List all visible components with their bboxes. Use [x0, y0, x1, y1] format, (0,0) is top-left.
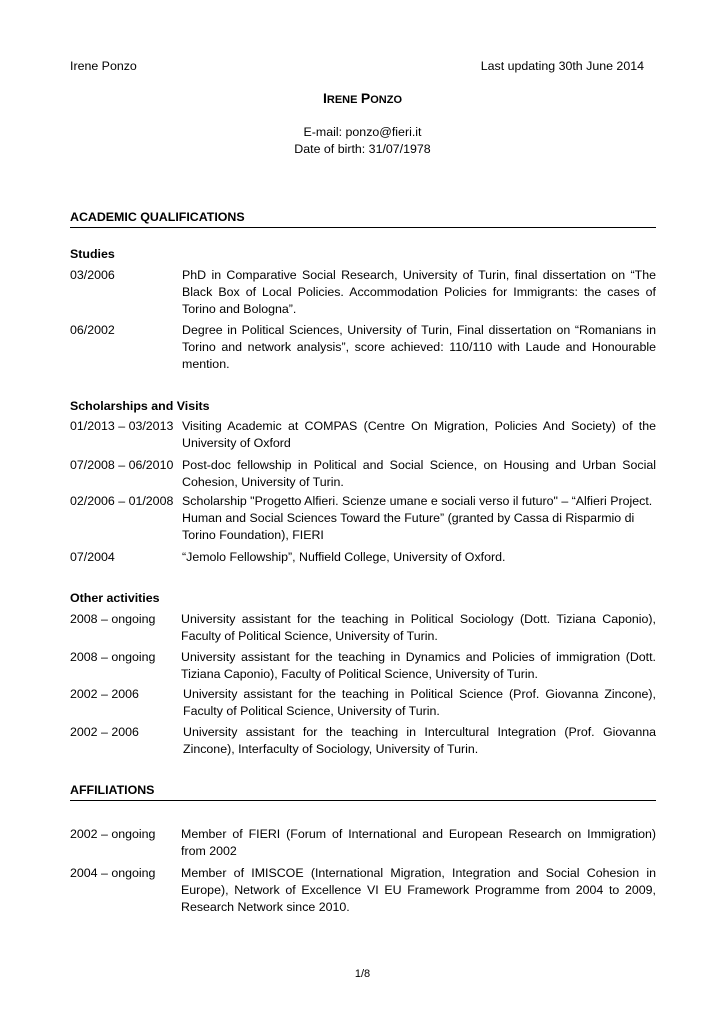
entry-text: University assistant for the teaching in Political Sociology (Dott. Tiziana Caponio), Faculty of Political Science, University of Turin.: [181, 612, 656, 643]
entry-text: “Jemolo Fellowship”, Nuffield College, University of Oxford.: [182, 550, 506, 564]
entry-text: Degree in Political Sciences, University of Turin, Final dissertation on “Romanians in Torino and network analysis”, score achieved: 110/110 with Laude and Honourable mention.: [182, 323, 656, 371]
entry-text: Scholarship "Progetto Alfieri. Scienze umane e sociali verso il futuro" – “Alfieri Project. Human and Social Sciences Toward the Future” (granted by Cassa di Risparmio di Torino Foundation), FIERI: [182, 494, 653, 542]
entry-date: 02/2006 – 01/2008: [70, 494, 174, 508]
contact-email: E-mail: ponzo@fieri.it: [303, 125, 422, 139]
entry-date: 2008 – ongoing: [70, 612, 156, 626]
other-activities-title: Other activities: [70, 591, 160, 605]
entry-date: 03/2006: [70, 268, 115, 282]
header-last-updated: Last updating 30th June 2014: [480, 59, 644, 73]
entry-text: University assistant for the teaching in Political Science (Prof. Giovanna Zincone), Faculty of Political Science, University of Turin.: [183, 687, 656, 718]
entry-text: Member of IMISCOE (International Migration, Integration and Social Cohesion in Europe), Network of Excellence VI EU Framework Programme from 2004 to 2009, Research Network since 2010.: [181, 866, 656, 914]
entry-text: University assistant for the teaching in Dynamics and Policies of immigration (Dott. Tiziana Caponio), Faculty of Political Science, University of Turin.: [181, 650, 656, 681]
contact-block: [0, 124, 725, 158]
name-last-initial: P: [360, 90, 371, 106]
entry-date: 2002 – 2006: [70, 687, 139, 701]
entry-date: 07/2008 – 06/2010: [70, 458, 174, 472]
entry-date: 07/2004: [70, 550, 115, 564]
entry-text: PhD in Comparative Social Research, University of Turin, final dissertation on “The Black Box of Local Policies. Accommodation Policies for Immigrants: the cases of Torino and Bologna”.: [182, 268, 656, 316]
entry-date: 01/2013 – 03/2013: [70, 419, 174, 433]
entry-date: 2002 – ongoing: [70, 827, 156, 841]
entry-date: 2004 – ongoing: [70, 866, 156, 880]
entry-date: 2008 – ongoing: [70, 650, 156, 664]
name-first-rest: RENE: [326, 94, 358, 106]
entry-text: Member of FIERI (Forum of International and European Research on Immigration) from 2002: [181, 827, 656, 858]
scholarships-title: Scholarships and Visits: [70, 399, 210, 413]
header-author: Irene Ponzo: [70, 59, 137, 73]
entry-text: University assistant for the teaching in Intercultural Integration (Prof. Giovanna Zincone), Interfaculty of Sociology, University of Turin.: [183, 725, 656, 756]
name-first-initial: I: [322, 90, 327, 106]
entry-date: 2002 – 2006: [70, 725, 139, 739]
entry-text: Visiting Academic at COMPAS (Centre On Migration, Policies And Society) of the University of Oxford: [182, 419, 656, 450]
studies-title: Studies: [70, 247, 115, 261]
section-affiliations-title: AFFILIATIONS: [70, 782, 656, 801]
page-number: 1/8: [354, 968, 371, 980]
contact-birth: Date of birth: 31/07/1978: [294, 142, 431, 156]
name-last-rest: ONZO: [370, 94, 403, 106]
cv-name: [0, 90, 725, 109]
section-academic-title: ACADEMIC QUALIFICATIONS: [70, 209, 656, 228]
entry-date: 06/2002: [70, 323, 115, 337]
entry-text: Post-doc fellowship in Political and Social Science, on Housing and Urban Social Cohesion, University of Turin.: [182, 458, 656, 489]
